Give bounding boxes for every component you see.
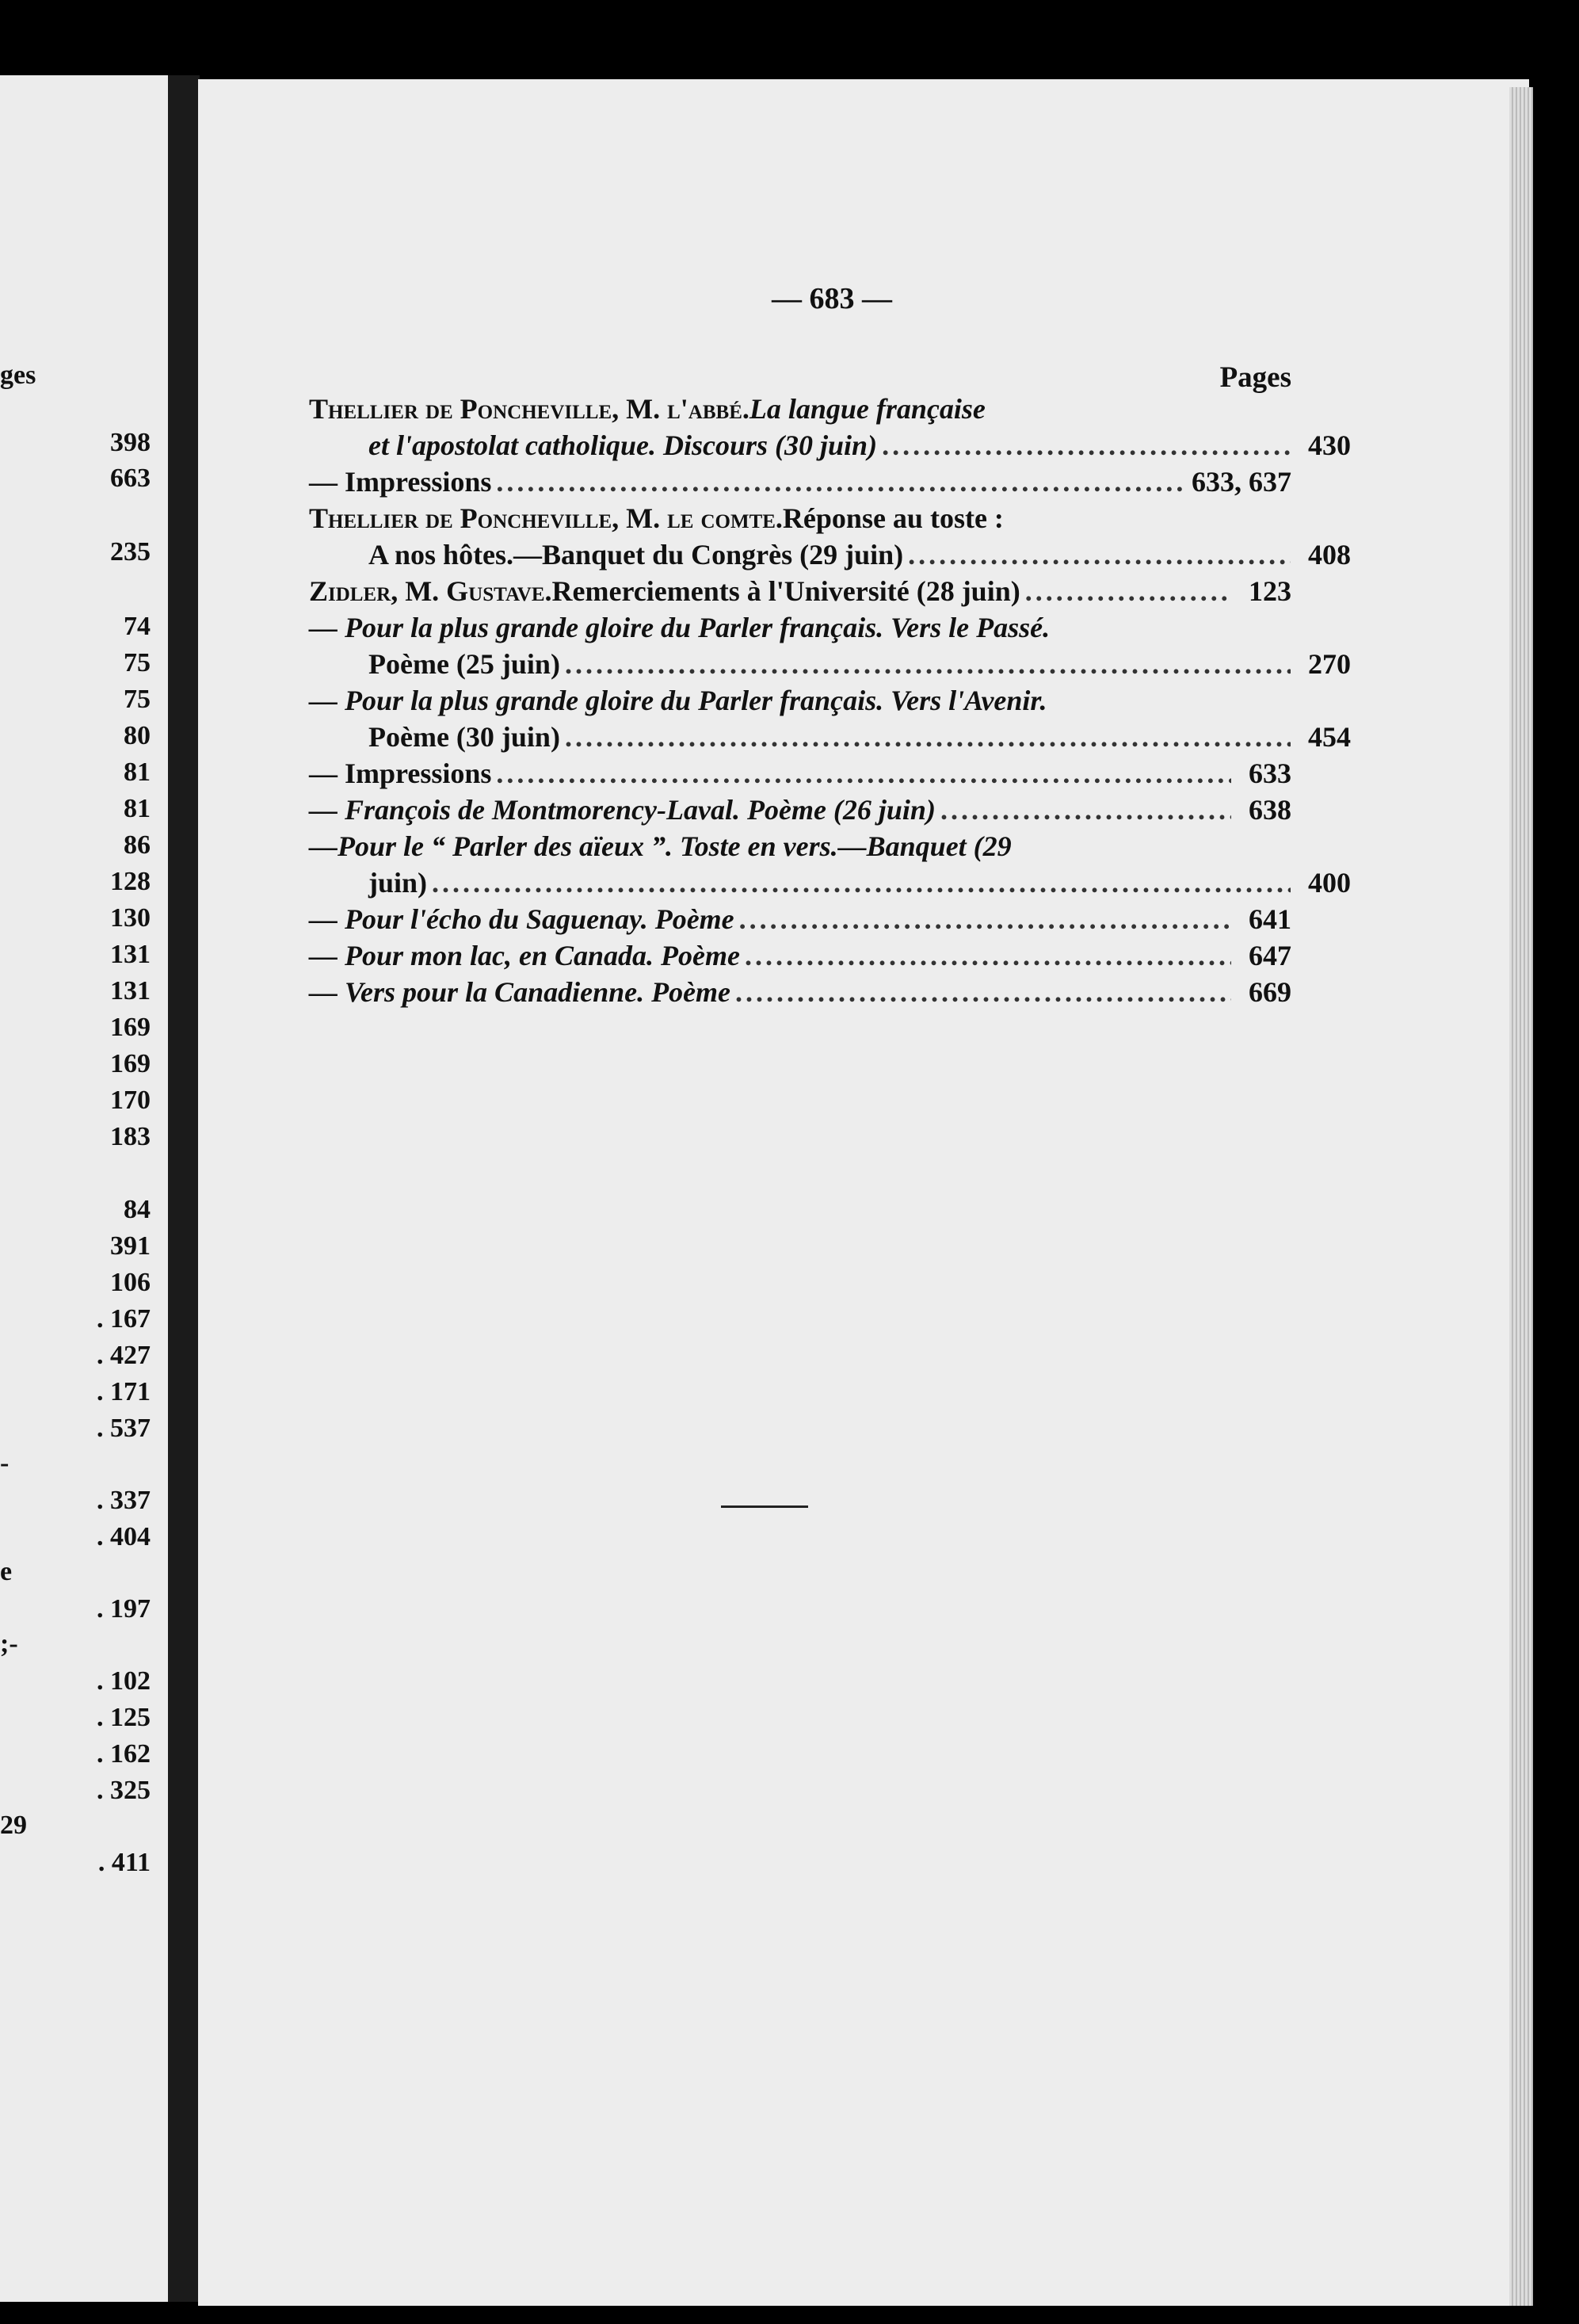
left-page-line: ;- [0,1629,18,1658]
closing-rule [721,1505,808,1508]
index-entry [309,647,1351,685]
entry-name: Zidler, M. Gustave. [309,575,552,607]
left-page-line: . 537 [97,1414,151,1443]
left-page-line: 84 [124,1195,151,1224]
index-entry [309,574,1291,612]
left-page-line: . 102 [97,1666,151,1696]
entry-text: — Pour l'écho du Saguenay. Poème [309,903,734,935]
left-page-line: . 171 [97,1377,151,1406]
entry-name: Thellier de Poncheville, M. l'abbé. [309,393,749,425]
left-page-line: ges [0,361,36,390]
entry-text: — Vers pour la Canadienne. Poème [309,976,731,1008]
left-page-line: 663 [110,464,151,493]
index-entry [309,903,1291,941]
left-page-line: 183 [110,1122,151,1151]
left-page-line: 80 [124,721,151,750]
page-edge [1509,87,1533,2306]
index-entry [309,465,1291,503]
left-page-line: 169 [110,1013,151,1042]
leader-dots [739,903,1231,936]
index-entry [309,793,1291,831]
left-page-line: . 197 [97,1594,151,1624]
left-page-line: 106 [110,1268,151,1297]
entry-page: 641 [1249,903,1291,935]
index-entry [309,975,1291,1013]
left-page-line: 86 [124,830,151,860]
leader-dots [745,939,1231,972]
book-gutter [168,75,200,2302]
index-entry [309,866,1351,904]
entry-name: Thellier de Poncheville, M. le comte. [309,502,783,534]
entry-page: 400 [1308,867,1351,899]
pages-column-header: Pages [1219,361,1291,394]
left-page-line: 130 [110,903,151,933]
left-page-line: 131 [110,940,151,969]
entry-text: — François de Montmorency-Laval. Poème (26 juin) [309,794,936,826]
entry-page: 638 [1249,794,1291,826]
page-number: — 683 — [772,282,892,315]
left-page-line: 29 [0,1811,27,1840]
entry-page: 633, 637 [1192,466,1291,498]
entry-text: — Impressions [309,466,492,498]
index-entry [309,939,1291,977]
entry-page: 454 [1308,721,1351,753]
entry-page: 647 [1249,940,1291,971]
left-page-line: . 125 [97,1703,151,1732]
left-page-line: 75 [124,685,151,714]
left-page-line: 398 [110,428,151,457]
entry-page: 408 [1308,539,1351,571]
left-page-line: . 411 [97,1848,151,1877]
left-page-line: 169 [110,1049,151,1078]
index-entry [309,757,1291,795]
left-page-line: 170 [110,1086,151,1115]
entry-text: Poème (30 juin) [368,721,560,753]
left-page-line: - [0,1448,10,1478]
left-page-line: e [0,1557,13,1586]
left-page-line: . 167 [97,1304,151,1334]
leader-dots [735,975,1231,1009]
entry-text: — Pour la plus grande gloire du Parler français. Vers l'Avenir. [309,685,1047,716]
leader-dots [496,757,1231,790]
entry-text: — Pour la plus grande gloire du Parler français. Vers le Passé. [309,612,1051,643]
entry-page: 633 [1249,757,1291,789]
leader-dots [882,429,1291,462]
entry-page: 669 [1249,976,1291,1008]
entry-page: 270 [1308,648,1351,680]
leader-dots [565,647,1291,681]
leader-dots [908,538,1291,571]
left-page-line: 235 [110,537,151,567]
leader-dots [432,866,1291,899]
index-entry [309,429,1351,467]
entry-page: 123 [1249,575,1291,607]
leader-dots [565,720,1291,754]
left-page-line: 128 [110,867,151,896]
left-page-line: . 325 [97,1776,151,1805]
left-page-line: . 404 [97,1522,151,1551]
left-page-line: . 427 [97,1341,151,1370]
index-entry [309,830,1291,868]
index-entry [309,392,1291,430]
entry-text: et l'apostolat catholique. Discours (30 juin) [368,429,878,461]
entry-title: La langue française [749,393,986,425]
index-entry [309,611,1291,649]
entry-title: Réponse au toste : [782,502,1004,534]
entry-page: 430 [1308,429,1351,461]
entry-text: juin) [368,867,428,899]
entry-text: Poème (25 juin) [368,648,560,680]
left-page-line: 131 [110,976,151,1006]
entry-title: Remerciements à l'Université (28 juin) [551,575,1020,607]
left-page-line: 74 [124,612,151,641]
entry-text: — Pour mon lac, en Canada. Poème [309,940,741,971]
left-page-line: 81 [124,757,151,787]
leader-dots [940,793,1231,826]
leader-dots [1025,574,1231,608]
index-entry [309,538,1351,576]
entry-text: —Pour le “ Parler des aïeux ”. Toste en vers.—Banquet (29 [309,830,1012,862]
entry-text: — Impressions [309,757,492,789]
index-entry [309,684,1291,722]
left-page-fragment [0,75,168,2302]
left-page-line: 391 [110,1231,151,1261]
leader-dots [496,465,1187,498]
left-page-line: . 337 [97,1486,151,1515]
entry-text: A nos hôtes.—Banquet du Congrès (29 juin) [368,539,904,571]
left-page-line: 75 [124,648,151,677]
right-page [198,79,1529,2306]
left-page-line: 81 [124,794,151,823]
left-page-line: . 162 [97,1739,151,1769]
index-entry [309,720,1351,758]
index-entry [309,502,1291,540]
